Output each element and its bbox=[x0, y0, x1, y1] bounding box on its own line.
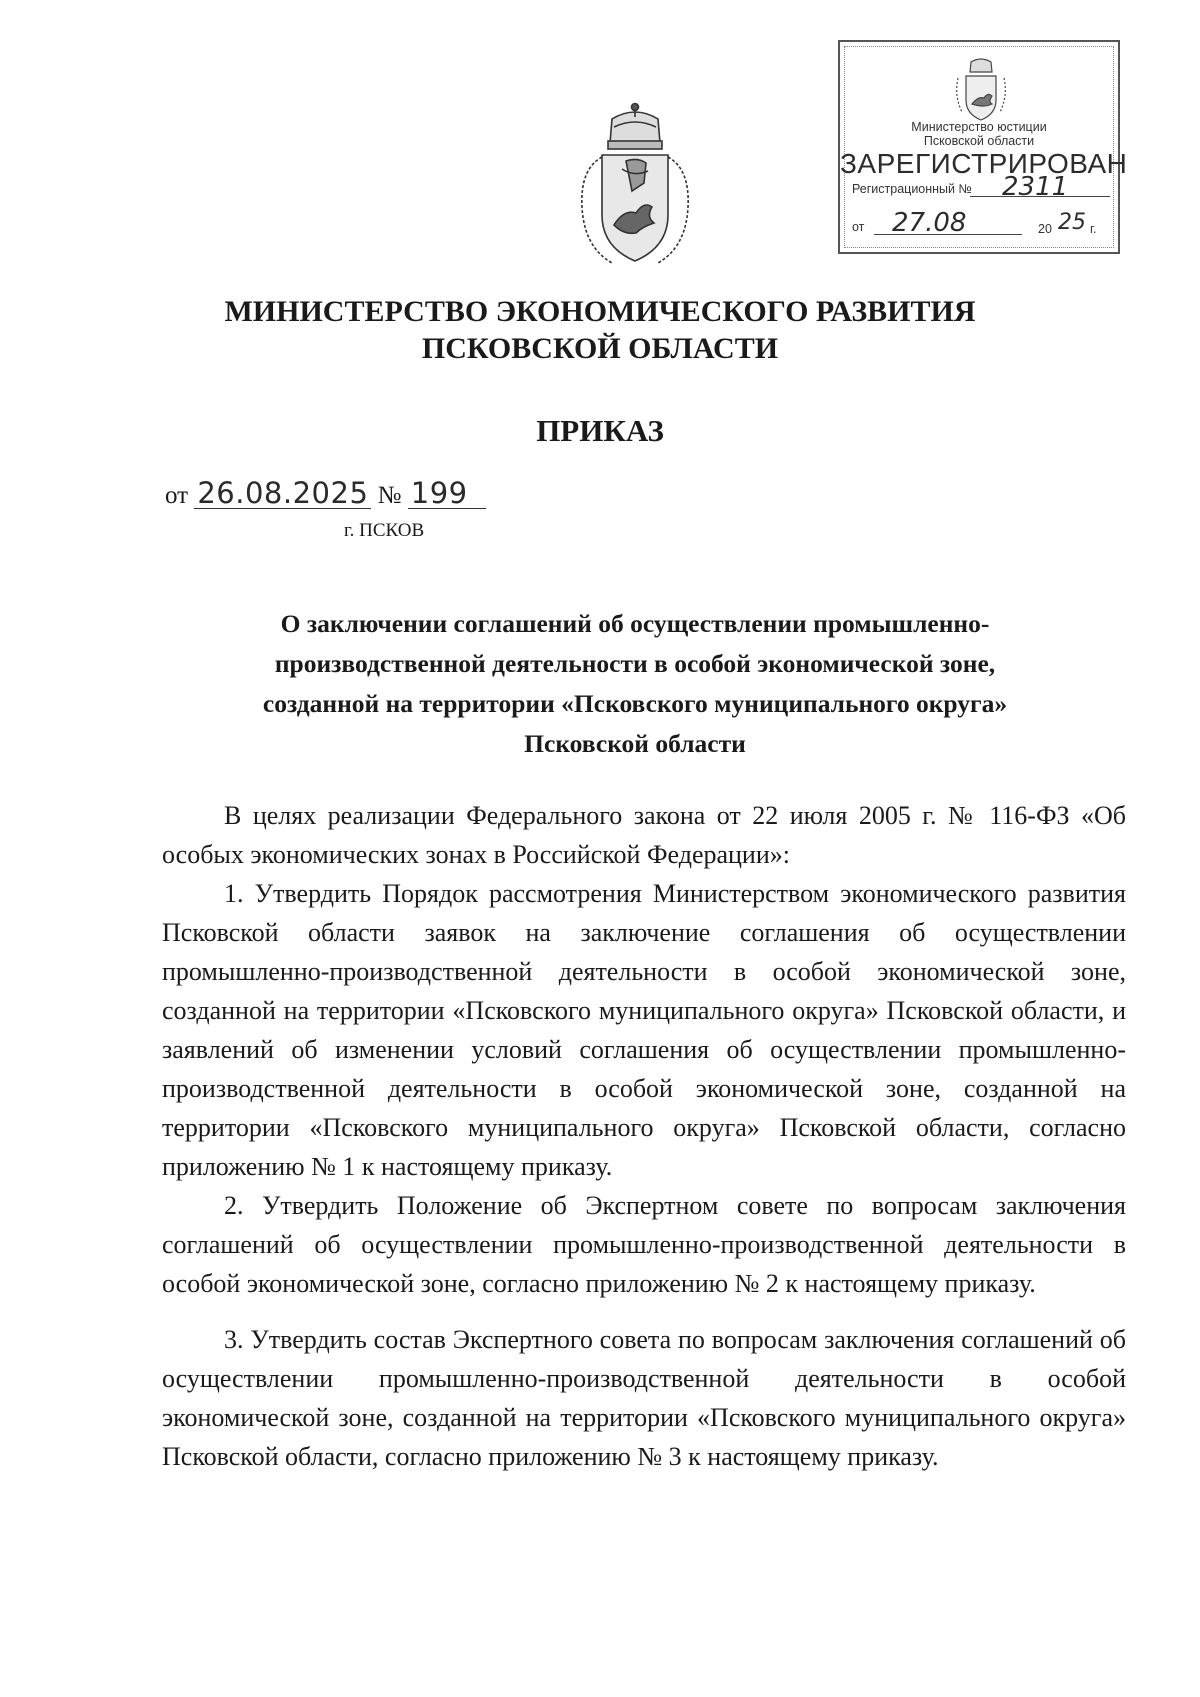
stamp-emblem-icon bbox=[952, 56, 1010, 122]
stamp-year-suffix: 25 bbox=[1058, 210, 1086, 235]
subject-line4: Псковской области bbox=[524, 729, 746, 758]
stamp-reg-number: 2311 bbox=[1002, 172, 1069, 202]
order-date: 26.08.2025 bbox=[194, 478, 371, 509]
stamp-date-value: 27.08 bbox=[892, 208, 967, 238]
stamp-reg-row bbox=[852, 172, 1110, 202]
stamp-ministry-line1: Министерство юстиции bbox=[911, 120, 1047, 134]
stamp-date-label: от bbox=[852, 220, 865, 234]
body-item-3: 3. Утвердить состав Экспертного совета по вопросам заключения соглашений об осуществлении промышленно-производственной деятельности в особой экономической зоне, созданной на территории «Псковского муниципального округа» Псковской области, согласно приложению № 3 к настоящему приказу. bbox=[162, 1325, 1126, 1471]
stamp-ministry-name bbox=[840, 120, 1118, 148]
body-item-2: 2. Утвердить Положение об Экспертном совете по вопросам заключения соглашений об осуществлении промышленно-производственной деятельности в особой экономической зоне, согласно приложению № 2 к настоящему приказу. bbox=[162, 1191, 1126, 1298]
stamp-ministry-line2: Псковской области bbox=[923, 134, 1035, 148]
order-city: г. ПСКОВ bbox=[344, 520, 425, 541]
body-item-1: 1. Утвердить Порядок рассмотрения Министерством экономического развития Псковской области заявок на заключение соглашения об осуществлении промышленно-производственной деятельности в особой экономической зоне, созданной на территории «Псковского муниципального округа» Псковской области, и заявлений об изменении условий соглашения об осуществлении промышленно-производственной деятельности в особой экономической зоне, созданной на территории «Псковского муниципального округа» Псковской области, согласно приложению № 1 к настоящему приказу. bbox=[162, 879, 1126, 1181]
stamp-year-prefix: 20 bbox=[1038, 222, 1052, 236]
body-intro: В целях реализации Федерального закона от 22 июля 2005 г. № 116-ФЗ «Об особых экономических зонах в Российской Федерации»: bbox=[162, 801, 1126, 869]
order-subject bbox=[170, 604, 1100, 764]
order-number: 199 bbox=[408, 478, 486, 509]
stamp-status: ЗАРЕГИСТРИРОВАН bbox=[840, 148, 1128, 179]
subject-line1: О заключении соглашений об осуществлении промышленно- bbox=[280, 609, 990, 638]
order-date-number-line bbox=[165, 478, 486, 510]
registration-stamp bbox=[838, 40, 1128, 254]
ministry-title-line1: МИНИСТЕРСТВО ЭКОНОМИЧЕСКОГО РАЗВИТИЯ bbox=[224, 295, 976, 328]
subject-line2: производственной деятельности в особой экономической зоне, bbox=[274, 649, 996, 678]
order-number-label: № bbox=[377, 482, 402, 509]
stamp-reg-label: Регистрационный № bbox=[852, 182, 972, 196]
subject-line3: созданной на территории «Псковского муниципального округа» bbox=[262, 689, 1008, 718]
stamp-date-row bbox=[852, 208, 1110, 238]
stamp-year-unit: г. bbox=[1090, 222, 1097, 236]
coat-of-arms-emblem bbox=[572, 97, 698, 273]
ministry-title-line2: ПСКОВСКОЙ ОБЛАСТИ bbox=[421, 332, 779, 365]
document-type-title: ПРИКАЗ bbox=[536, 413, 664, 448]
order-body bbox=[162, 796, 1126, 1476]
order-date-prefix: от bbox=[165, 482, 189, 509]
